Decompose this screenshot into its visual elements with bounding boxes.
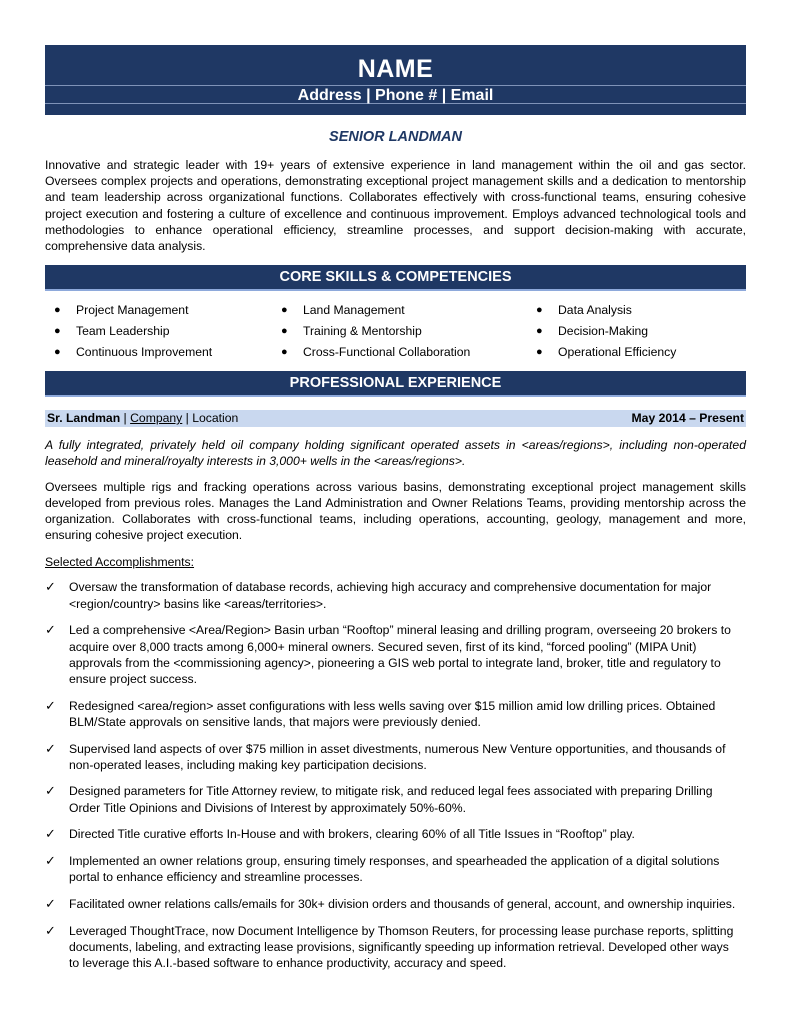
bullet-icon: ● [54, 304, 61, 317]
header-divider [45, 85, 746, 86]
checkmark-icon: ✓ [45, 853, 56, 869]
skill-item: ● Project Management [45, 300, 272, 321]
job-role: Sr. Landman [47, 411, 121, 426]
checkmark-icon: ✓ [45, 740, 56, 756]
skill-item: ● Operational Efficiency [527, 342, 727, 363]
company-name: Company [130, 411, 183, 426]
bullet-icon: ● [281, 346, 288, 359]
accomplishment-item: ✓ Supervised land aspects of over $75 million in asset divestments, numerous New Venture opportunities, and thousands of non-operated leases, including making key participation decisions. [45, 740, 726, 772]
skills-column [45, 300, 272, 363]
checkmark-icon: ✓ [45, 895, 56, 911]
checkmark-icon: ✓ [45, 922, 56, 938]
skill-item: ● Data Analysis [527, 300, 727, 321]
job-title: SENIOR LANDMAN [329, 129, 462, 145]
checkmark-icon: ✓ [45, 826, 56, 842]
accomplishment-item: ✓ Oversaw the transformation of database records, achieving high accuracy and comprehensive documentation for major <region/country> basins like <areas/territories>. [45, 579, 712, 611]
bullet-icon: ● [54, 346, 61, 359]
bullet-icon: ● [536, 304, 543, 317]
resume-header [45, 45, 746, 115]
job-location: Location [192, 411, 239, 426]
skill-item: ● Training & Mentorship [272, 321, 527, 342]
accomplishment-item: ✓ Implemented an owner relations group, ensuring timely responses, and spearheaded the application of a digital solutions portal to enhance efficiency and streamline processes. [45, 853, 720, 885]
job-dates: May 2014 – Present [631, 411, 744, 426]
checkmark-icon: ✓ [45, 783, 56, 799]
contact-line: Address | Phone # | Email [297, 87, 494, 104]
skill-item: ● Continuous Improvement [45, 342, 272, 363]
skill-item: ● Decision-Making [527, 321, 727, 342]
section-heading-skills: CORE SKILLS & COMPETENCIES [45, 265, 746, 291]
skills-grid [45, 300, 746, 363]
job-role-line: Sr. Landman | Company | Location [47, 411, 239, 426]
section-heading-experience: PROFESSIONAL EXPERIENCE [45, 371, 746, 397]
accomplishments-list [45, 579, 746, 971]
checkmark-icon: ✓ [45, 579, 56, 595]
bullet-icon: ● [536, 325, 543, 338]
bullet-icon: ● [54, 325, 61, 338]
accomplishment-item: ✓ Facilitated owner relations calls/emails for 30k+ division orders and thousands of general, account, and ownership inquiries. [45, 895, 736, 911]
company-description: A fully integrated, privately held oil company holding significant operated assets in <areas/regions>, including non-operated leasehold and mineral/royalty interests in 3,000+ wells in the <areas/regions>. [45, 438, 746, 469]
resume-page [45, 45, 746, 982]
skill-item: ● Team Leadership [45, 321, 272, 342]
bullet-icon: ● [536, 346, 543, 359]
accomplishment-item: ✓ Led a comprehensive <Area/Region> Basin urban “Rooftop” mineral leasing and drilling program, overseeing 20 brokers to acquire over 8,000 tracts among 6,000+ mineral owners. Secured seven, first of its kind, “forced pooling” (MIPA Unit) approvals from the <commissioning agency>, pioneering a GIS web portal to integrate land, broker, title and regulatory to ensure project success. [45, 622, 731, 686]
bullet-icon: ● [281, 325, 288, 338]
job-header [45, 410, 746, 427]
accomplishment-item: ✓ Redesigned <area/region> asset configurations with less wells saving over $15 million amid low drilling prices. Obtained BLM/State approvals on sensitive lands, that majors were previously denied. [45, 697, 716, 729]
accomplishment-item: ✓ Designed parameters for Title Attorney review, to mitigate risk, and reduced legal fees associated with preparing Drilling Order Title Opinions and Divisions of Interest by approximately 50%-60%. [45, 783, 713, 815]
accomplishment-item: ✓ Directed Title curative efforts In-House and with brokers, clearing 60% of all Title Issues in “Rooftop” play. [45, 826, 635, 842]
checkmark-icon: ✓ [45, 697, 56, 713]
accomplishments-heading: Selected Accomplishments: [45, 555, 195, 570]
skills-column [272, 300, 527, 363]
accomplishment-item: ✓ Leveraged ThoughtTrace, now Document Intelligence by Thomson Reuters, for processing lease purchase reports, splitting documents, labeling, and extracting lease provisions, significantly speeding up information retrieval. Developed other ways to leverage this A.I.-based software to enhance productivity, accuracy and speed. [45, 922, 734, 971]
skill-item: ● Cross-Functional Collaboration [272, 342, 527, 363]
bullet-icon: ● [281, 304, 288, 317]
skills-column [527, 300, 727, 363]
skill-item: ● Land Management [272, 300, 527, 321]
candidate-name: NAME [357, 55, 434, 83]
professional-summary: Innovative and strategic leader with 19+ years of extensive experience in land management within the oil and gas sector. Oversees complex projects and operations, demonstrating exceptional project management skills and a dedication to mentorship and team leadership across organizational functions. Collaborates effectively with cross-functional teams, ensuring cohesive project execution and fostering a culture of excellence and continuous improvement. Employs advanced technological tools and methodologies to enhance operational efficiency, streamline processes, and support decision-making with accurate, comprehensive data analysis. [45, 158, 746, 254]
checkmark-icon: ✓ [45, 622, 56, 638]
role-description: Oversees multiple rigs and fracking operations across various basins, demonstrating exceptional project management skills developed from previous roles. Manages the Land Administration and Owner Relations Teams, providing mentorship across the organization. Collaborates with cross-functional teams, including operations, accounting, geology, management and more, ensuring cohesive project execution. [45, 479, 746, 543]
